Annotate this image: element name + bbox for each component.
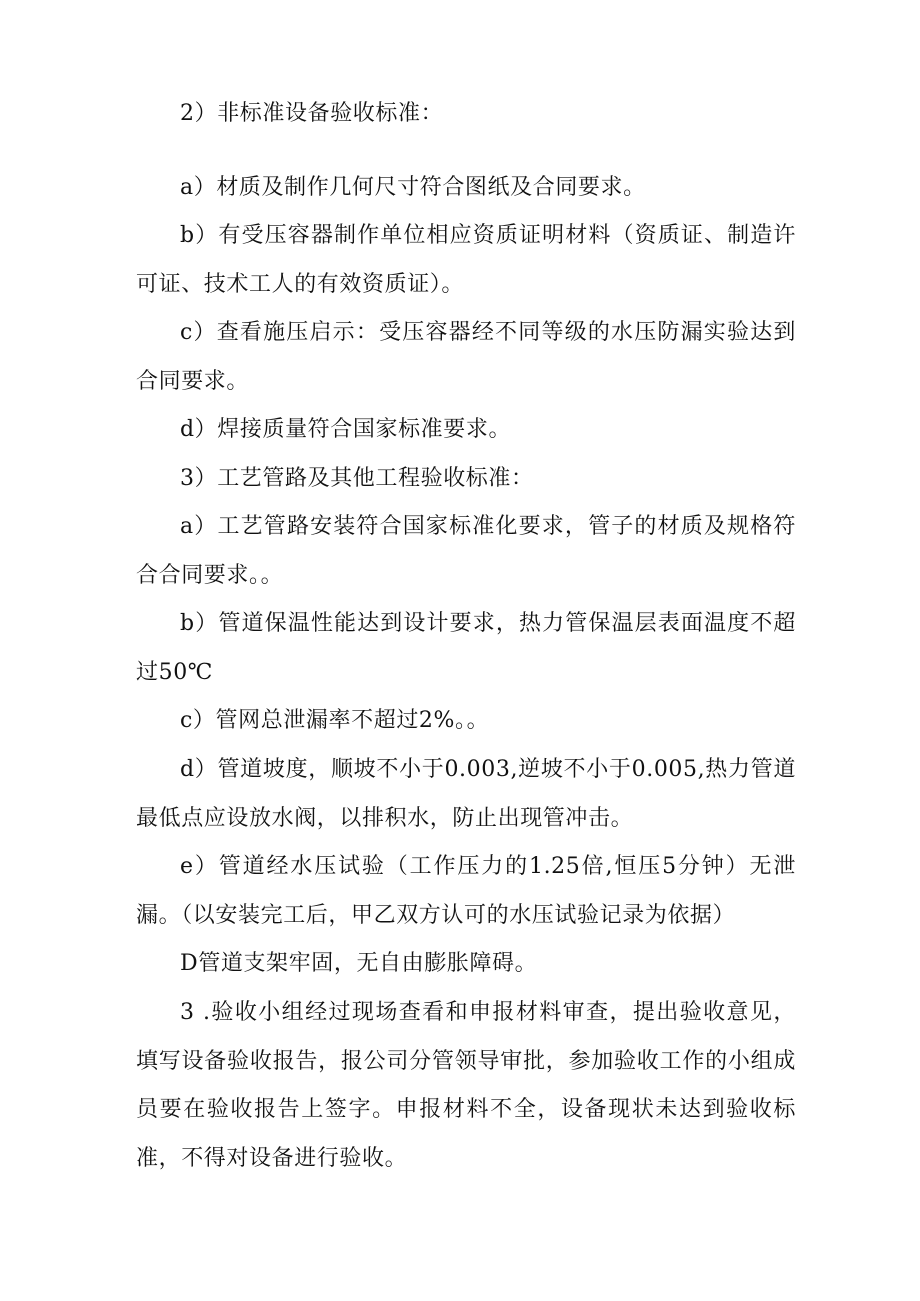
paragraph-pipeline-d: d）管道坡度，顺坡不小于0.003,逆坡不小于0.005,热力管道最低点应设放水阀，以排积水，防止出现管冲击。	[136, 757, 796, 831]
paragraph-pipeline-f: D管道支架牢固，无自由膨胀障碍。	[180, 951, 538, 976]
paragraph-pipeline-a: a）工艺管路安装符合国家标准化要求，管子的材质及规格符合合同要求。。	[136, 514, 796, 588]
paragraph-pipeline-c: c）管网总泄漏率不超过2%。。	[180, 708, 490, 733]
paragraph-pipeline-e: e）管道经水压试验（工作压力的1.25倍,恒压5分钟）无泄漏。（以安装完工后，甲乙双方认可的水压试验记录为依据）	[136, 854, 796, 928]
paragraph-nonstandard-c: c）查看施压启示：受压容器经不同等级的水压防漏实验达到合同要求。	[136, 320, 796, 394]
paragraph-nonstandard-d: d）焊接质量符合国家标准要求。	[180, 417, 512, 442]
paragraph-pipeline-b: b）管道保温性能达到设计要求，热力管保温层表面温度不超过50℃	[136, 611, 796, 685]
paragraph-nonstandard-a: a）材质及制作几何尺寸符合图纸及合同要求。	[180, 175, 646, 200]
paragraph-acceptance-group: 3 .验收小组经过现场查看和申报材料审查，提出验收意见，填写设备验收报告，报公司分管领导审批，参加验收工作的小组成员要在验收报告上签字。申报材料不全，设备现状未达到验收标准，不得对设备进行验收。	[136, 1000, 796, 1171]
paragraph-nonstandard-heading: 2）非标准设备验收标准：	[180, 101, 444, 126]
paragraph-nonstandard-b: b）有受压容器制作单位相应资质证明材料（资质证、制造许可证、技术工人的有效资质证）。	[136, 223, 796, 297]
paragraph-pipeline-heading: 3）工艺管路及其他工程验收标准：	[180, 466, 534, 491]
